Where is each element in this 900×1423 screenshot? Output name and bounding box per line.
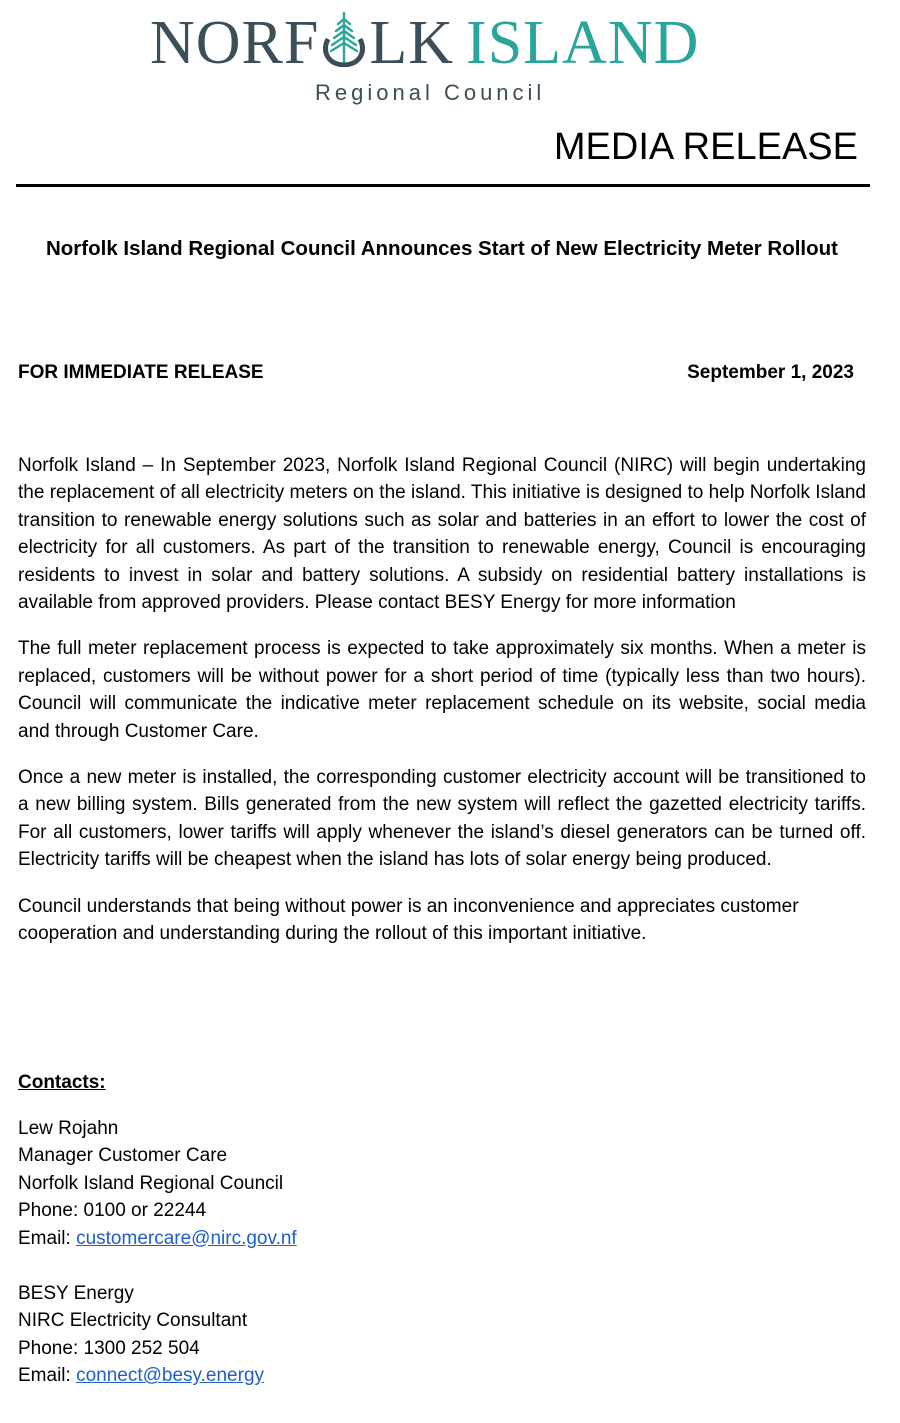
body-text [18, 452, 866, 967]
contact-phone: Phone: 1300 252 504 [18, 1337, 200, 1359]
pine-tree-icon [319, 9, 369, 67]
paragraph: The full meter replacement process is expected to take approximately six months. When a meter is replaced, customers will be without power for a short period of time (typically less than two hours). Council will communicate the indicative meter replacement schedule on its website, social media and through Customer Care. [18, 638, 866, 742]
norfolk-island-logo [150, 0, 740, 110]
contact-role: NIRC Electricity Consultant [18, 1310, 248, 1332]
contact-email-link[interactable]: customercare@nirc.gov.nf [76, 1227, 297, 1249]
contact-email-line [18, 1362, 264, 1389]
contact-email-label: Email: [18, 1365, 77, 1387]
logo-norf-text: NORF [150, 9, 320, 77]
contact-email-link[interactable]: connect@besy.energy [76, 1365, 265, 1387]
logo-subtitle: Regional Council [315, 80, 546, 105]
paragraph: Norfolk Island – In September 2023, Norfolk Island Regional Council (NIRC) will begin undertaking the replacement of all electricity meters on the island. This initiative is designed to help Norfolk Island transition to renewable energy solutions such as solar and batteries in an effort to lower the cost of electricity for all customers. As part of the transition to renewable energy, Council is encouraging residents to invest in solar and battery solutions. A subsidy on residential battery installations is available from approved providers. Please contact BESY Energy for more information [18, 455, 866, 614]
contacts-heading: Contacts: [18, 1072, 106, 1093]
contact-name: BESY Energy [18, 1283, 134, 1304]
contact-org: Norfolk Island Regional Council [18, 1172, 284, 1194]
logo-island-text: ISLAND [466, 9, 700, 77]
logo-lk-text: LK [369, 9, 455, 77]
contact-block-nirc [18, 1115, 297, 1252]
contact-phone: Phone: 0100 or 22244 [18, 1200, 207, 1222]
header-divider [16, 184, 870, 187]
contact-email-line [18, 1225, 297, 1252]
contact-role: Manager Customer Care [18, 1145, 228, 1167]
logo-norfolk-text [150, 9, 454, 77]
paragraph: Once a new meter is installed, the corresponding customer electricity account will be transitioned to a new billing system. Bills generated from the new system will reflect the gazetted electricity tariffs. For all customers, lower tariffs will apply whenever the island’s diesel generators can be turned off. Electricity tariffs will be cheapest when the island has lots of solar energy being produced. [18, 767, 866, 871]
release-date: September 1, 2023 [687, 362, 854, 383]
release-line [18, 360, 854, 386]
contact-name: Lew Rojahn [18, 1118, 119, 1139]
contact-email-label: Email: [18, 1227, 77, 1249]
paragraph: Council understands that being without power is an inconvenience and appreciates customer cooperation and understanding during the rollout of this important initiative. [18, 895, 799, 945]
media-release-title: MEDIA RELEASE [553, 126, 858, 168]
release-label: FOR IMMEDIATE RELEASE [18, 362, 264, 383]
logo-wordmark [150, 8, 699, 78]
contact-block-besy [18, 1280, 264, 1390]
headline: Norfolk Island Regional Council Announces Start of New Electricity Meter Rollout [45, 237, 838, 260]
